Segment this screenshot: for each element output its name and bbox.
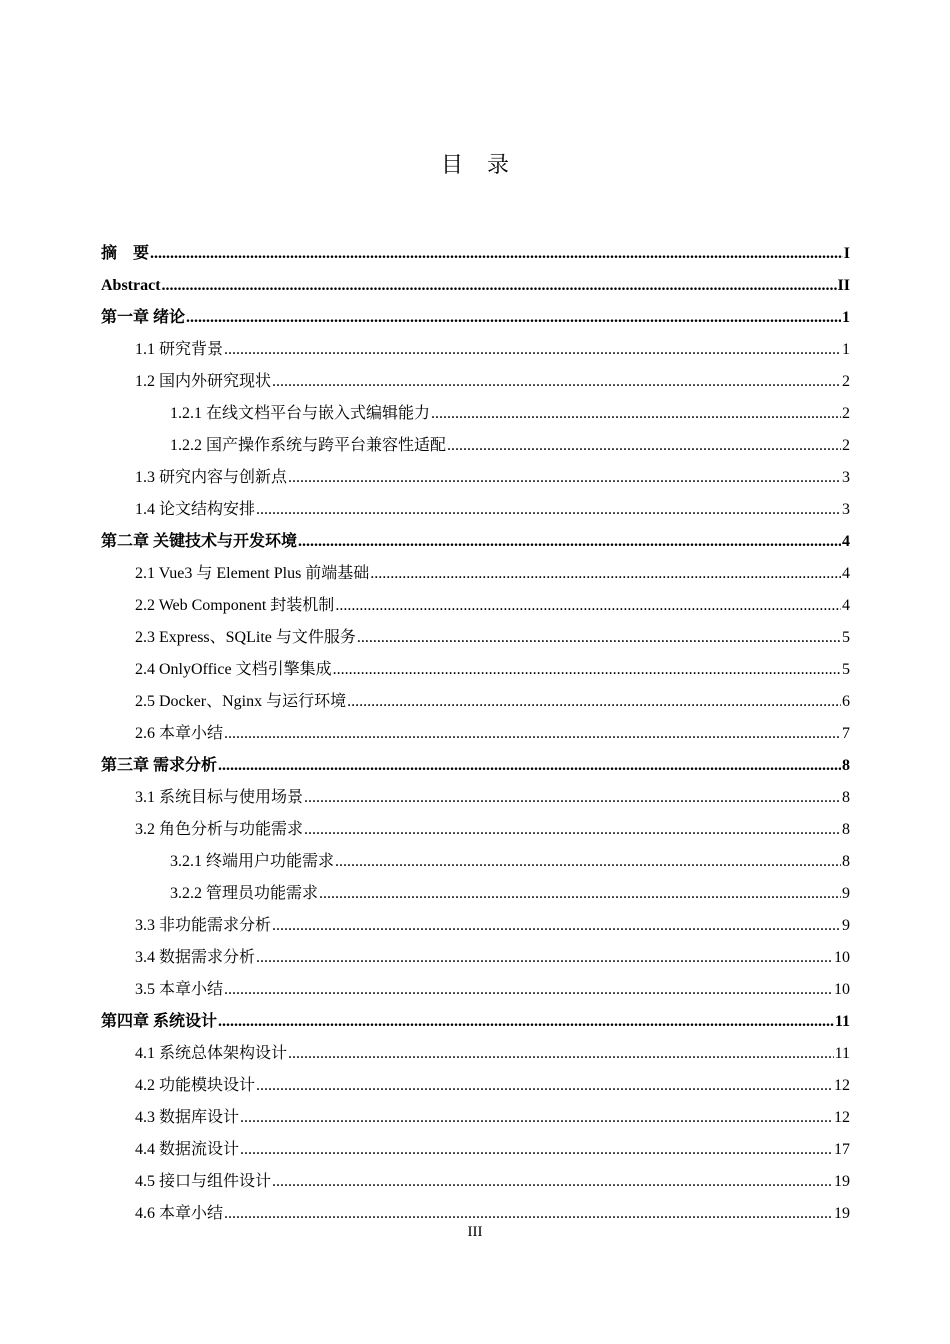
toc-entry[interactable]	[101, 1134, 850, 1166]
toc-entry-label: 2.3 Express、SQLite 与文件服务	[135, 629, 356, 646]
toc-entry-page-number: 4	[842, 597, 850, 614]
page-number: III	[467, 1224, 483, 1240]
toc-entry-label: 4.6 本章小结	[135, 1205, 224, 1222]
toc-entry[interactable]	[101, 270, 850, 302]
dot-leader	[319, 878, 841, 910]
toc-entry-label: 3.2 角色分析与功能需求	[135, 821, 304, 838]
toc-entry-page-number: 11	[834, 1013, 850, 1030]
toc-entry-label: 2.1 Vue3 与 Element Plus 前端基础	[135, 565, 370, 582]
toc-entry-label: 2.5 Docker、Nginx 与运行环境	[135, 693, 347, 710]
toc-entry-label: 第四章 系统设计	[101, 1013, 218, 1030]
toc-entry-page-number: 17	[834, 1141, 850, 1158]
toc-entry-label: Abstract	[101, 277, 161, 294]
toc-entry[interactable]	[101, 974, 850, 1006]
toc-entry-label: 3.2.2 管理员功能需求	[170, 885, 319, 902]
dot-leader	[224, 974, 833, 1006]
toc-entry[interactable]	[101, 814, 850, 846]
toc-entry-label: 4.4 数据流设计	[135, 1141, 240, 1158]
toc-entry-label: 第一章 绪论	[101, 309, 186, 326]
toc-entry-label: 第三章 需求分析	[101, 757, 218, 774]
toc-entry[interactable]	[101, 622, 850, 654]
toc-entry-label: 3.1 系统目标与使用场景	[135, 789, 304, 806]
toc-entry-page-number: 2	[842, 405, 850, 422]
toc-entry[interactable]	[101, 1038, 850, 1070]
toc-title: 目录	[440, 152, 533, 177]
dot-leader	[224, 718, 841, 750]
toc-entry[interactable]	[101, 750, 850, 782]
toc-entry-page-number: 9	[842, 917, 850, 934]
toc-entry-page-number: 4	[842, 565, 850, 582]
toc-entry-page-number: 19	[834, 1205, 850, 1222]
toc-entry-label: 4.3 数据库设计	[135, 1109, 240, 1126]
toc-entry-label: 第二章 关键技术与开发环境	[101, 533, 298, 550]
toc-entry-label: 2.6 本章小结	[135, 725, 224, 742]
toc-entry[interactable]	[101, 910, 850, 942]
toc-entry[interactable]	[101, 302, 850, 334]
toc-entry[interactable]	[101, 1070, 850, 1102]
dot-leader	[150, 238, 843, 270]
dot-leader	[431, 398, 841, 430]
toc-entry-page-number: I	[843, 245, 850, 262]
toc-entry-page-number: 1	[842, 341, 850, 358]
toc-entry[interactable]	[101, 526, 850, 558]
toc-entry[interactable]	[101, 1166, 850, 1198]
toc-entry-label: 2.4 OnlyOffice 文档引擎集成	[135, 661, 332, 678]
dot-leader	[272, 910, 841, 942]
toc-entry-label: 3.5 本章小结	[135, 981, 224, 998]
toc-entry-page-number: 2	[842, 437, 850, 454]
toc-entry-page-number: 9	[842, 885, 850, 902]
toc-entry-page-number: 5	[842, 661, 850, 678]
dot-leader	[256, 942, 833, 974]
toc-entry-label: 3.3 非功能需求分析	[135, 917, 272, 934]
dot-leader	[256, 1070, 833, 1102]
toc-entry-page-number: 3	[842, 501, 850, 518]
toc-entry[interactable]	[101, 462, 850, 494]
dot-leader	[218, 750, 841, 782]
toc-entry-page-number: 5	[842, 629, 850, 646]
toc-entry-page-number: 10	[834, 981, 850, 998]
toc-entry-page-number: 19	[834, 1173, 850, 1190]
dot-leader	[162, 270, 837, 302]
toc-entry[interactable]	[101, 718, 850, 750]
dot-leader	[240, 1134, 833, 1166]
toc-entry-page-number: 10	[834, 949, 850, 966]
dot-leader	[272, 1166, 833, 1198]
toc-entry[interactable]	[101, 398, 850, 430]
toc-entry[interactable]	[101, 782, 850, 814]
dot-leader	[335, 590, 841, 622]
toc-entry-page-number: 8	[842, 789, 850, 806]
dot-leader	[288, 1038, 834, 1070]
toc-entry[interactable]	[101, 1006, 850, 1038]
table-of-contents	[101, 238, 850, 1230]
toc-entry-page-number: 8	[842, 821, 850, 838]
toc-entry[interactable]	[101, 494, 850, 526]
toc-entry-page-number: 8	[842, 757, 850, 774]
dot-leader	[304, 814, 841, 846]
toc-entry-page-number: 8	[842, 853, 850, 870]
dot-leader	[333, 654, 841, 686]
dot-leader	[357, 622, 841, 654]
toc-entry[interactable]	[101, 366, 850, 398]
toc-entry[interactable]	[101, 558, 850, 590]
dot-leader	[186, 302, 841, 334]
toc-entry-page-number: 11	[834, 1045, 850, 1062]
toc-entry[interactable]	[101, 686, 850, 718]
toc-entry-label: 摘 要	[101, 245, 150, 262]
dot-leader	[335, 846, 841, 878]
toc-entry-label: 1.3 研究内容与创新点	[135, 469, 288, 486]
toc-entry[interactable]	[101, 238, 850, 270]
toc-entry-page-number: 12	[834, 1109, 850, 1126]
dot-leader	[288, 462, 841, 494]
toc-entry[interactable]	[101, 654, 850, 686]
toc-entry-page-number: 1	[842, 309, 850, 326]
dot-leader	[256, 494, 841, 526]
toc-entry[interactable]	[101, 846, 850, 878]
toc-entry[interactable]	[101, 1102, 850, 1134]
toc-entry-page-number: 2	[842, 373, 850, 390]
dot-leader	[272, 366, 841, 398]
toc-entry-label: 4.2 功能模块设计	[135, 1077, 256, 1094]
dot-leader	[447, 430, 841, 462]
dot-leader	[224, 334, 841, 366]
toc-entry[interactable]	[101, 334, 850, 366]
toc-entry-page-number: II	[837, 277, 850, 294]
dot-leader	[347, 686, 841, 718]
toc-entry[interactable]	[101, 878, 850, 910]
toc-entry-label: 1.2 国内外研究现状	[135, 373, 272, 390]
toc-entry-label: 1.4 论文结构安排	[135, 501, 256, 518]
toc-entry-label: 4.1 系统总体架构设计	[135, 1045, 288, 1062]
toc-entry-page-number: 6	[842, 693, 850, 710]
toc-entry-page-number: 4	[842, 533, 850, 550]
toc-entry[interactable]	[101, 942, 850, 974]
toc-entry[interactable]	[101, 430, 850, 462]
toc-entry-label: 1.1 研究背景	[135, 341, 224, 358]
toc-entry-page-number: 7	[842, 725, 850, 742]
dot-leader	[240, 1102, 833, 1134]
dot-leader	[304, 782, 841, 814]
toc-entry-label: 1.2.2 国产操作系统与跨平台兼容性适配	[170, 437, 447, 454]
toc-entry-label: 3.2.1 终端用户功能需求	[170, 853, 335, 870]
dot-leader	[298, 526, 841, 558]
toc-entry-label: 4.5 接口与组件设计	[135, 1173, 272, 1190]
toc-entry-label: 1.2.1 在线文档平台与嵌入式编辑能力	[170, 405, 431, 422]
toc-entry-label: 3.4 数据需求分析	[135, 949, 256, 966]
toc-entry-label: 2.2 Web Component 封装机制	[135, 597, 335, 614]
toc-entry[interactable]	[101, 590, 850, 622]
dot-leader	[218, 1006, 834, 1038]
toc-entry-page-number: 12	[834, 1077, 850, 1094]
toc-entry-page-number: 3	[842, 469, 850, 486]
dot-leader	[370, 558, 841, 590]
